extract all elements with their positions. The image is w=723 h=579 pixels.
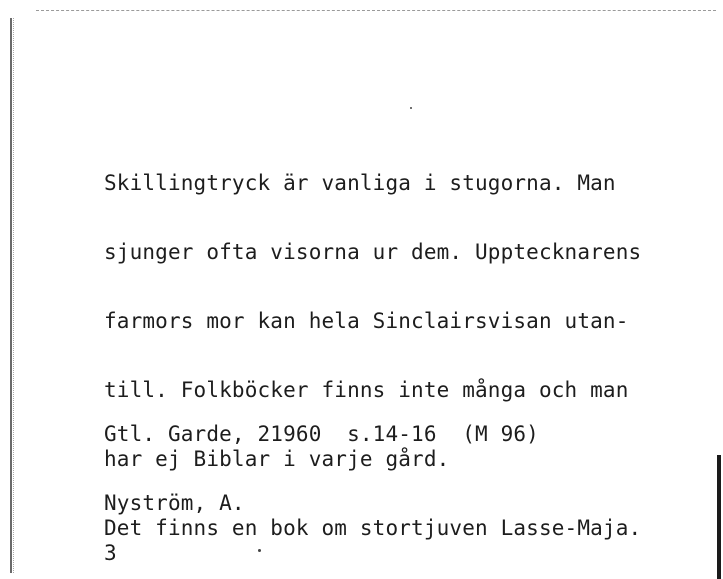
scan-speck: [410, 107, 412, 109]
body-line: sjunger ofta visorna ur dem. Upptecknarens: [104, 240, 642, 264]
body-line: har ej Biblar i varje gård.: [104, 447, 450, 471]
author-name: Nyström, A.: [104, 491, 245, 515]
body-line: farmors mor kan hela Sinclairsvisan utan-: [104, 309, 629, 333]
scan-top-edge: [36, 10, 716, 11]
reference-block: [104, 377, 539, 561]
source-reference: Gtl. Garde, 21960 s.14-16 (M 96): [104, 422, 539, 446]
page-number: 3: [104, 541, 117, 565]
body-line: Skillingtryck är vanliga i stugorna. Man: [104, 171, 616, 195]
body-line: Det finns en bok om stortjuven Lasse-Maja.: [104, 516, 642, 540]
scan-left-edge-shadow: [13, 18, 14, 573]
body-line: till. Folkböcker finns inte många och man: [104, 378, 629, 402]
scan-left-edge: [10, 18, 12, 573]
scan-right-edge: [717, 455, 721, 579]
